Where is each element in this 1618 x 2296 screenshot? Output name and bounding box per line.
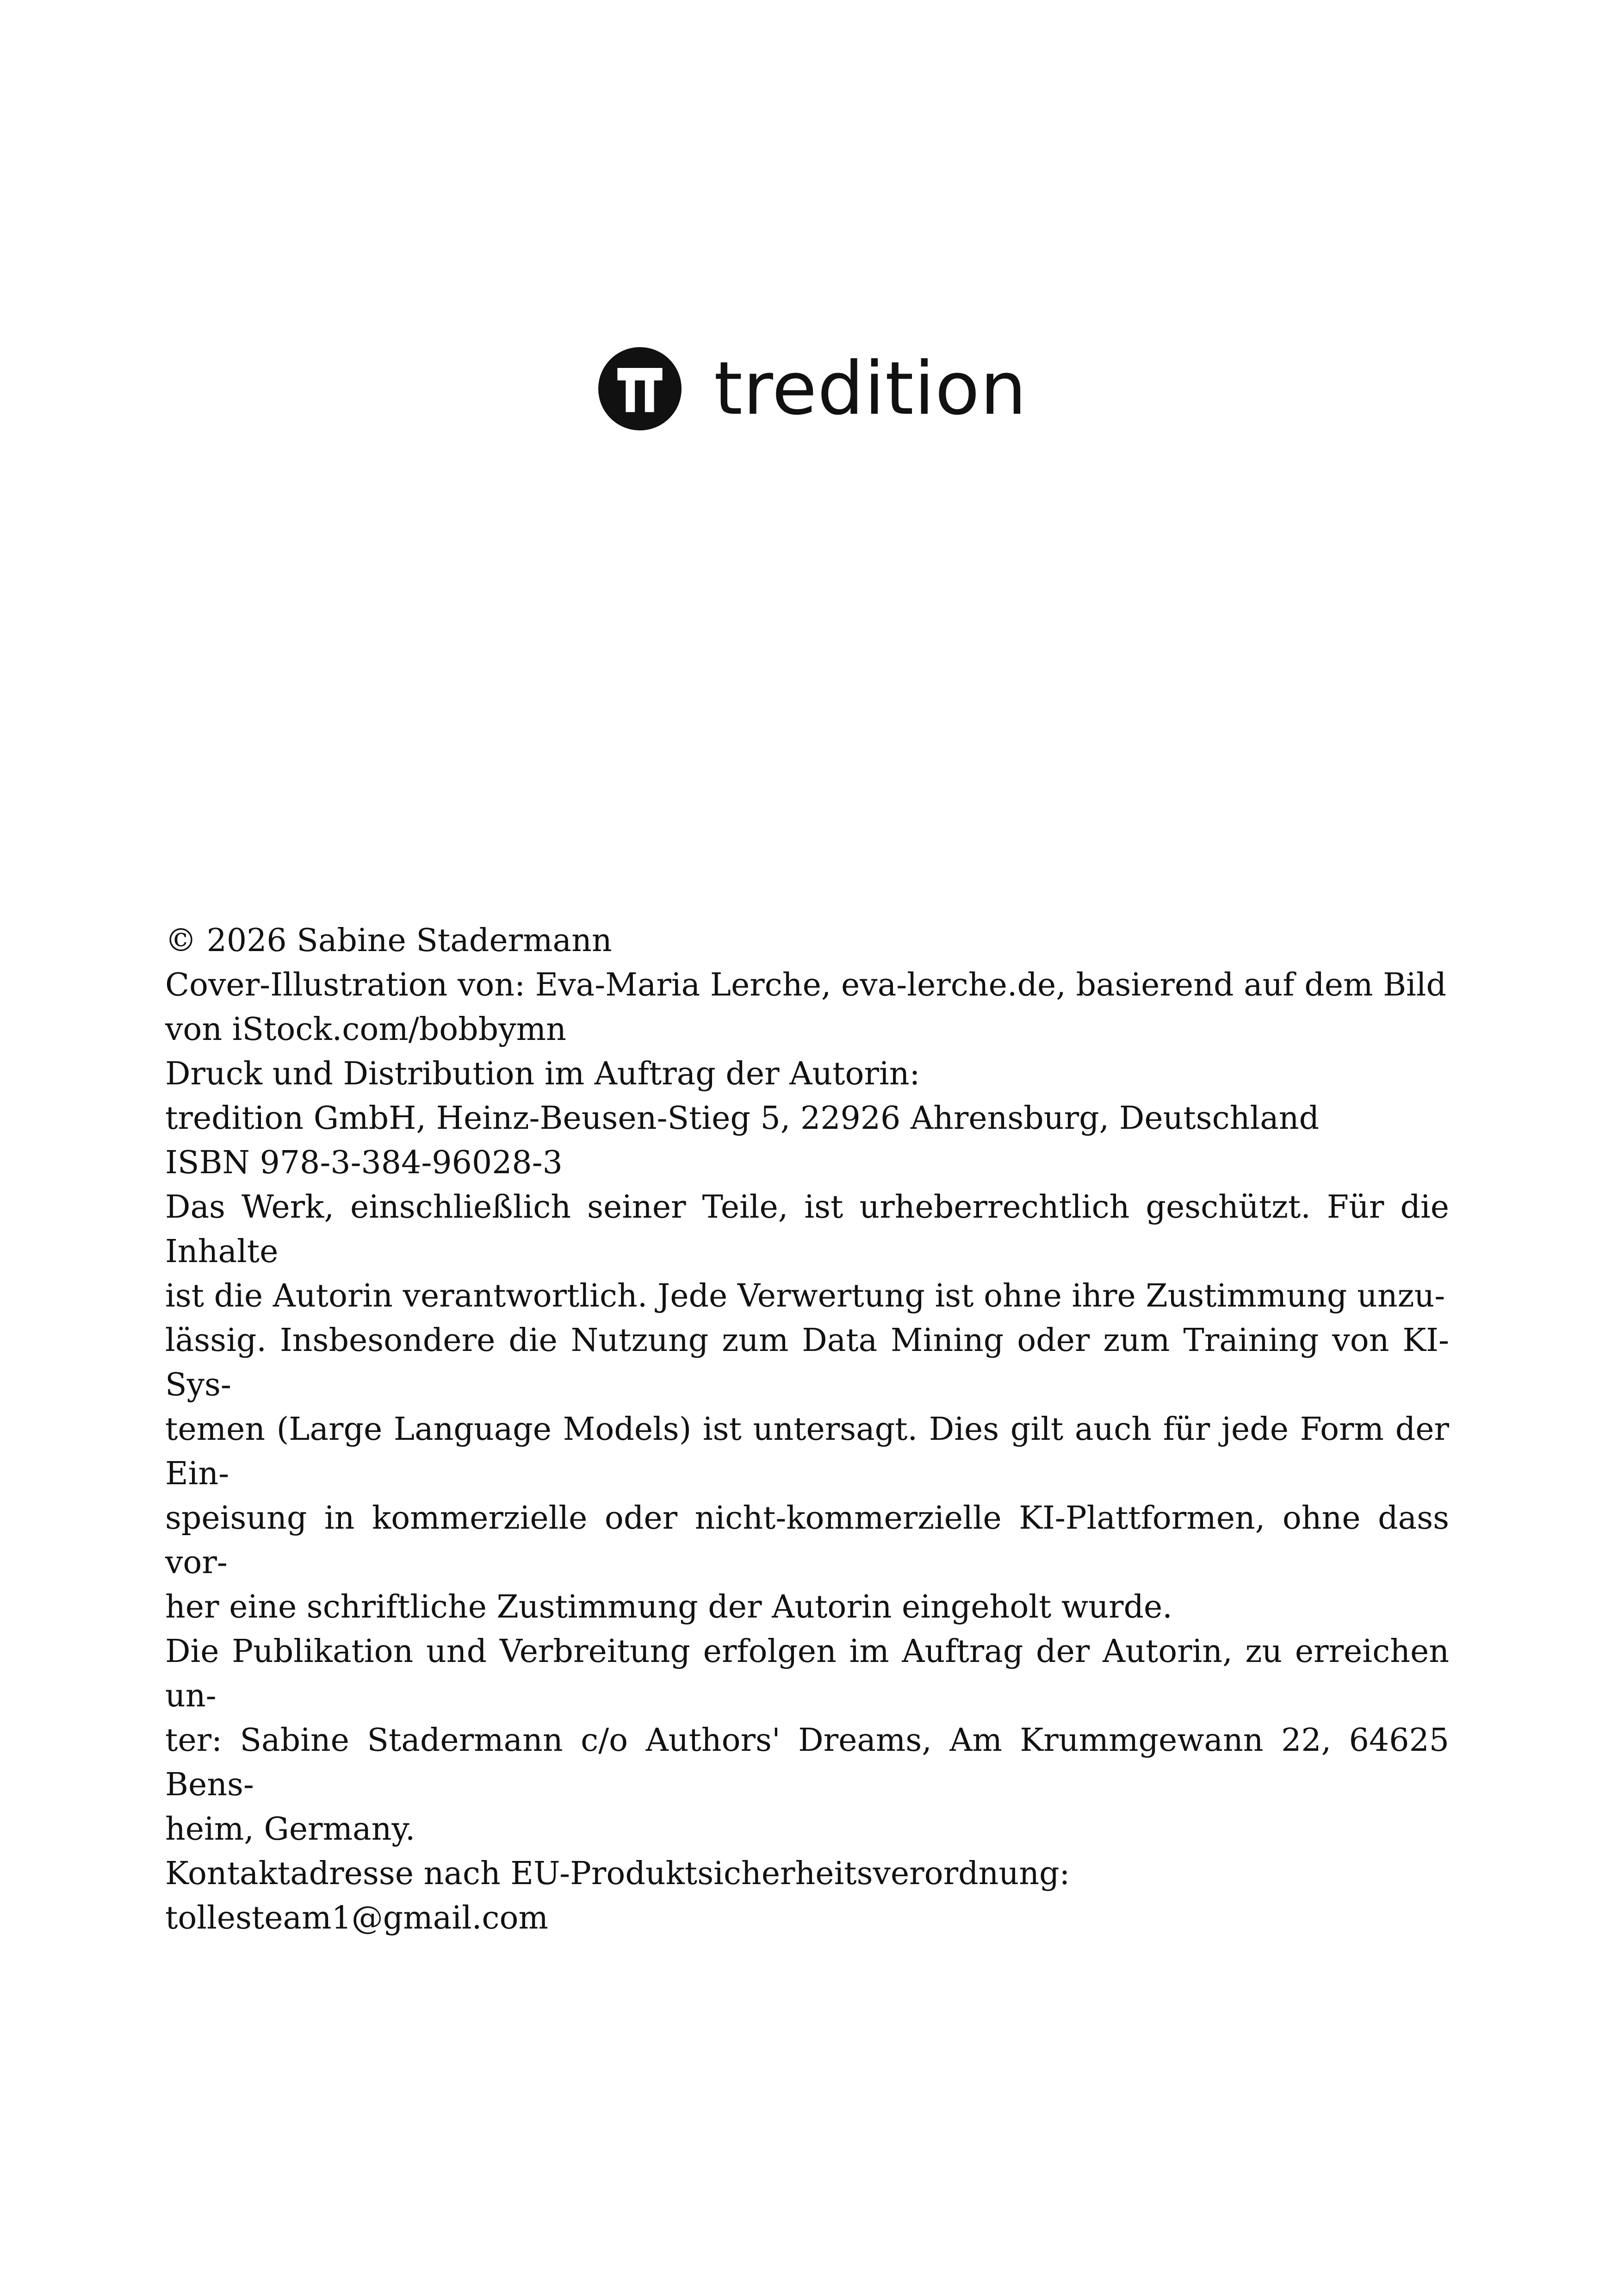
cover-credit-line: von iStock.com/bobbymn — [165, 1011, 566, 1048]
legal-line: speisung in kommerzielle oder nicht-kommerzielle KI-Plattformen, ohne dass vor- — [165, 1500, 1449, 1581]
publication-line: ter: Sabine Stadermann c/o Authors' Dreams, Am Krummgewann 22, 64625 Bens- — [165, 1722, 1449, 1803]
isbn: ISBN 978-3-384-96028-3 — [165, 1145, 563, 1181]
legal-line: ist die Autorin verantwortlich. Jede Verwertung ist ohne ihre Zustimmung unzu- — [165, 1278, 1445, 1314]
tredition-logo-icon — [598, 347, 682, 430]
publisher-logo — [598, 342, 1027, 435]
contact-label: Kontaktadresse nach EU-Produktsicherheitsverordnung: — [165, 1855, 1070, 1892]
legal-line: her eine schriftliche Zustimmung der Autorin eingeholt wurde. — [165, 1589, 1172, 1625]
print-distribution-note: Druck und Distribution im Auftrag der Autorin: — [165, 1056, 920, 1092]
legal-line: Das Werk, einschließlich seiner Teile, ist urheberrechtlich geschützt. Für die Inhalte — [165, 1189, 1449, 1270]
cover-credit — [165, 963, 1449, 1052]
publication-line: Die Publikation und Verbreitung erfolgen im Auftrag der Autorin, zu erreichen un- — [165, 1633, 1449, 1714]
legal-line: lässig. Insbesondere die Nutzung zum Data Mining oder zum Training von KI-Sys- — [165, 1322, 1449, 1403]
imprint-text — [165, 919, 1449, 1941]
copyright-line: © 2026 Sabine Stadermann — [165, 922, 612, 959]
publisher-address: tredition GmbH, Heinz-Beusen-Stieg 5, 22926 Ahrensburg, Deutschland — [165, 1100, 1320, 1137]
legal-notice — [165, 1185, 1449, 1630]
publication-line: heim, Germany. — [165, 1811, 415, 1848]
legal-line: temen (Large Language Models) ist untersagt. Dies gilt auch für jede Form der Ein- — [165, 1411, 1449, 1492]
cover-credit-line: Cover-Illustration von: Eva-Maria Lerche, eva-lerche.de, basierend auf dem Bild — [165, 967, 1447, 1003]
contact-email: tollesteam1@gmail.com — [165, 1900, 548, 1936]
publication-notice — [165, 1630, 1449, 1852]
publisher-wordmark: tredition — [714, 346, 1027, 431]
